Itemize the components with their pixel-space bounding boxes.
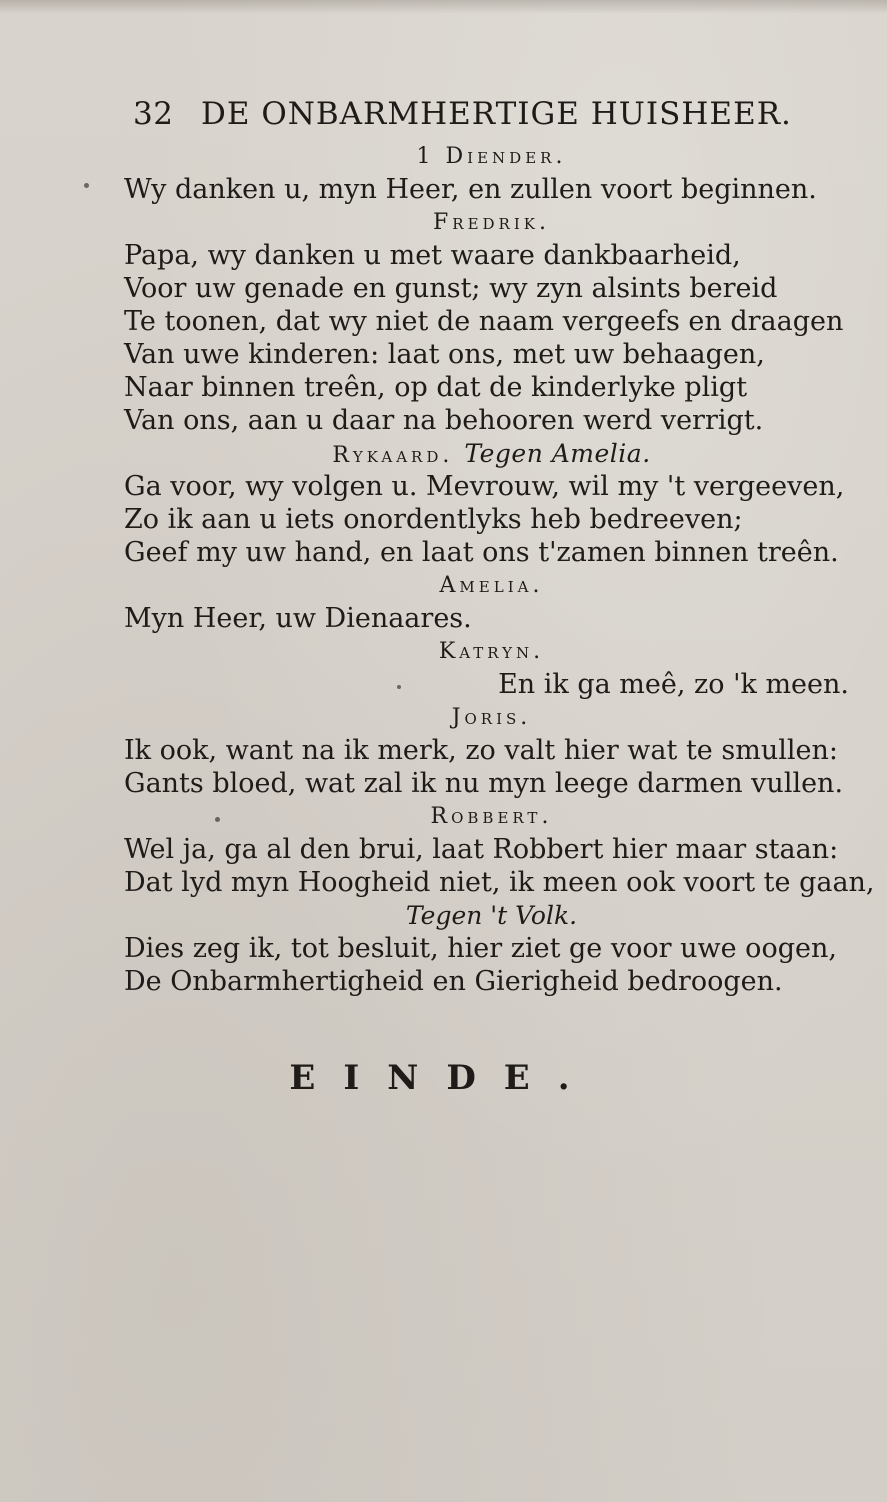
verse-line: En ik ga meê, zo 'k meen. — [498, 669, 849, 700]
verse-line: De Onbarmhertigheid en Gierigheid bedroogen. — [124, 966, 783, 997]
verse-line: Dies zeg ik, tot besluit, hier ziet ge voor uwe oogen, — [124, 933, 837, 964]
speaker-name: Amelia. — [439, 573, 544, 598]
speaker-name: 1 Diender. — [416, 144, 567, 169]
ink-speck — [84, 183, 89, 188]
verse-line: Van uwe kinderen: laat ons, met uw behaagen, — [124, 339, 765, 370]
end-mark: EINDE. — [289, 1058, 598, 1098]
speaker-name: Fredrik. — [433, 210, 550, 235]
verse-line: Ga voor, wy volgen u. Mevrouw, wil my 't vergeeven, — [124, 471, 845, 502]
verse-line: Wel ja, ga al den brui, laat Robbert hier maar staan: — [124, 834, 839, 865]
page-edge-shadow — [0, 0, 887, 14]
stage-direction: Tegen 't Volk. — [405, 901, 578, 930]
verse-line: Van ons, aan u daar na behooren werd verrigt. — [124, 405, 764, 436]
verse-line: Myn Heer, uw Dienaares. — [124, 603, 472, 634]
ink-speck — [215, 817, 220, 822]
verse-line: Te toonen, dat wy niet de naam vergeefs en draagen — [124, 306, 844, 337]
verse-line: Dat lyd myn Hoogheid niet, ik meen ook voort te gaan, — [124, 867, 875, 898]
verse-line: Geef my uw hand, en laat ons t'zamen binnen treên. — [124, 537, 839, 568]
page-header — [133, 92, 813, 138]
page-number: 32 — [133, 96, 174, 132]
verse-line: Papa, wy danken u met waare dankbaarheid, — [124, 240, 741, 271]
speaker-name: Rykaard. — [332, 443, 454, 468]
speaker-name: Katryn. — [438, 639, 545, 664]
verse-line: Naar binnen treên, op dat de kinderlyke pligt — [124, 372, 748, 403]
ink-speck — [397, 685, 401, 689]
speaker-name: Robbert. — [430, 804, 553, 829]
running-title: DE ONBARMHERTIGE HUISHEER. — [201, 96, 792, 132]
verse-line: Voor uw genade en gunst; wy zyn alsints bereid — [124, 273, 778, 304]
speaker-with-direction — [124, 437, 859, 470]
verse-line: Ik ook, want na ik merk, zo valt hier wat te smullen: — [124, 735, 838, 766]
play-text — [124, 140, 875, 998]
verse-line: Wy danken u, myn Heer, en zullen voort beginnen. — [124, 174, 817, 205]
verse-line: Zo ik aan u iets onordentlyks heb bedreeven; — [124, 504, 743, 535]
stage-direction: Tegen Amelia. — [464, 439, 651, 468]
verse-line: Gants bloed, wat zal ik nu myn leege darmen vullen. — [124, 768, 844, 799]
speaker-name: Joris. — [451, 705, 532, 730]
